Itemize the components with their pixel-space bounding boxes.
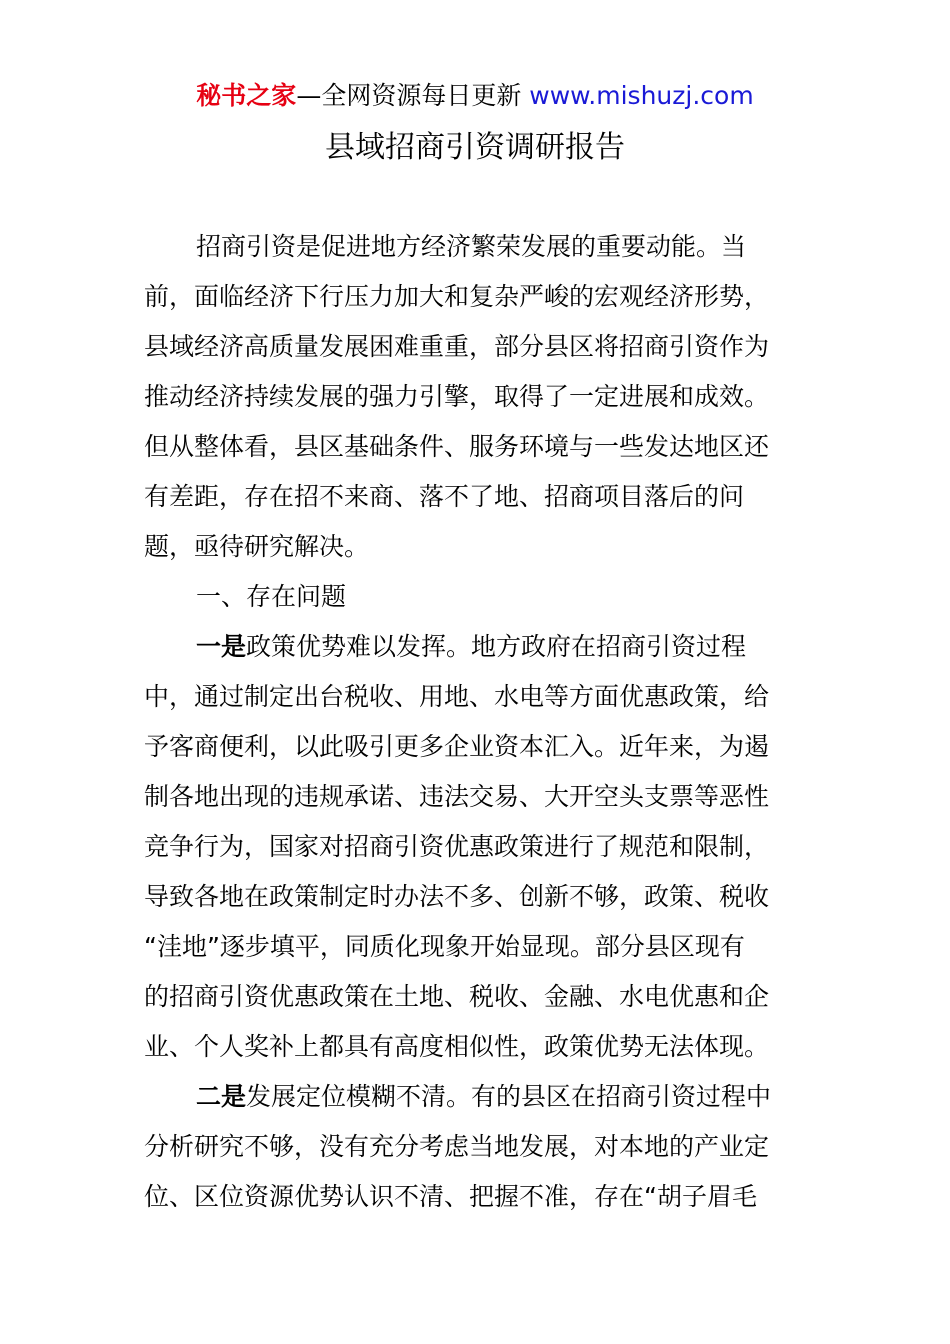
text-line: 题，亟待研究解决。 — [144, 532, 370, 561]
text-line: 分析研究不够，没有充分考虑当地发展，对本地的产业定 — [144, 1132, 770, 1161]
text-line: 竞争行为，国家对招商引资优惠政策进行了规范和限制， — [144, 832, 770, 861]
text-line: 的招商引资优惠政策在土地、税收、金融、水电优惠和企 — [144, 982, 770, 1011]
text-line: 招商引资是促进地方经济繁荣发展的重要动能。当 — [196, 232, 747, 261]
text-line: 业、个人奖补上都具有高度相似性，政策优势无法体现。 — [144, 1032, 770, 1061]
text-line: 县域经济高质量发展困难重重，部分县区将招商引资作为 — [144, 332, 770, 361]
text-line: 有差距，存在招不来商、落不了地、招商项目落后的问 — [144, 482, 745, 511]
point-one-text: 政策优势难以发挥。地方政府在招商引资过程 — [246, 632, 747, 661]
text-line: 推动经济持续发展的强力引擎，取得了一定进展和成效。 — [144, 382, 770, 411]
point-two-label: 二是 — [196, 1082, 247, 1111]
brand-name: 秘书之家 — [196, 81, 297, 110]
text-line: “洼地”逐步填平，同质化现象开始显现。部分县区现有 — [144, 932, 745, 961]
text-line: 中，通过制定出台税收、用地、水电等方面优惠政策，给 — [144, 682, 770, 711]
text-line: 制各地出现的违规承诺、违法交易、大开空头支票等恶性 — [144, 782, 770, 811]
point-one-label: 一是 — [196, 632, 247, 661]
text-line: 但从整体看，县区基础条件、服务环境与一些发达地区还 — [144, 432, 770, 461]
point-two-first-line — [144, 1072, 809, 1122]
text-line: 予客商便利，以此吸引更多企业资本汇入。近年来，为遏 — [144, 732, 770, 761]
point-two-text: 发展定位模糊不清。有的县区在招商引资过程中 — [246, 1082, 772, 1111]
text-line: 前，面临经济下行压力加大和复杂严峻的宏观经济形势， — [144, 282, 770, 311]
document-title: 县域招商引资调研报告 — [325, 130, 625, 165]
site-header — [0, 80, 950, 112]
site-url-link[interactable]: www.mishuzj.com — [529, 81, 754, 110]
text-line: 导致各地在政策制定时办法不多、创新不够，政策、税收 — [144, 882, 770, 911]
section-heading: 一、存在问题 — [196, 582, 347, 611]
document-body — [144, 222, 809, 1222]
point-one-first-line — [144, 622, 809, 672]
text-line: 位、区位资源优势认识不清、把握不准，存在“胡子眉毛 — [144, 1182, 757, 1211]
header-tagline: —全网资源每日更新 — [296, 81, 530, 110]
